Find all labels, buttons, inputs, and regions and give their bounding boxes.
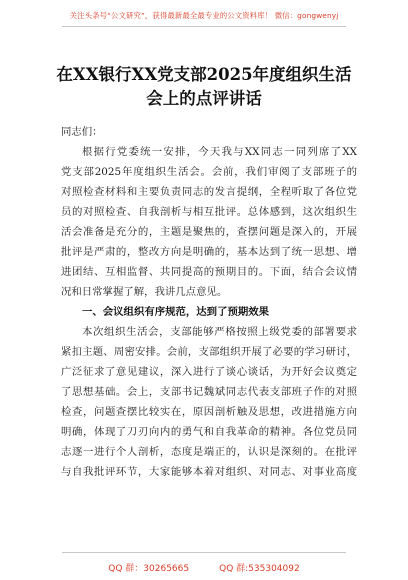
header-divider [62,26,346,27]
footer-qq-group-2: QQ 群:535304092 [219,564,300,574]
paragraph-2-line: 志逐一进行个人剖析，态度是端正的，认识是深刻的。在批评 [61,446,357,458]
paragraph-2-line: 本次组织生活会，支部能够严格按照上级党委的部署要求 [82,326,357,338]
paragraph-1-line: 党支部2025年度组织生活会。会前，我们审阅了支部班子的 [61,166,357,178]
paragraph-2-line: 紧扣主题、周密安排。会前，支部组织开展了必要的学习研讨， [61,346,357,358]
title-line-1: 在XX银行XX党支部2025年度组织生活 [56,65,352,84]
header-banner: 关注头条号“公文研究”，获得最新最全最专业的公文资料库！ 微信：gongwenyj [69,11,339,20]
paragraph-2-line: 与自我批评环节，大家能够本着对组织、对同志、对事业高度 [61,466,357,478]
paragraph-1-line: 活会准备是充分的，主题是聚焦的，查摆问题是深入的，开展 [61,226,357,238]
paragraph-2-line: 了思想基础。会上，支部书记魏斌同志代表支部班子作的对照 [61,386,357,398]
paragraph-2-line: 明确，体现了刀刃向内的勇气和自我革命的精神。各位党员同 [61,426,357,438]
paragraph-2-line: 检查，问题查摆比较实在，原因剖析触及思想，改进措施方向 [61,406,357,418]
paragraph-1-line: 对照检查材料和主要负责同志的发言提纲，全程听取了各位党 [61,186,357,198]
paragraph-1-line: 批评是严肃的，整改方向是明确的，基本达到了统一思想、增 [61,246,357,258]
paragraph-2-line: 广泛征求了意见建议，深入进行了谈心谈话，为开好会议奠定 [61,366,357,378]
section-heading: 一、会议组织有序规范，达到了预期效果 [82,306,270,318]
title-line-2: 会上的点评讲话 [146,89,262,108]
paragraph-1-line: 根据行党委统一安排，今天我与XX同志一同列席了XX [82,146,357,158]
footer-qq-group-1: QQ 群：30265665 [108,564,190,574]
paragraph-1-line: 进团结、互相监督、共同提高的预期目的。下面，结合会议情 [61,266,357,278]
paragraph-1-line: 员的对照检查、自我剖析与相互批评。总体感到，这次组织生 [61,206,357,218]
greeting: 同志们： [61,126,103,138]
document-title [40,63,368,111]
paragraph-1-line: 况和日常掌握了解，我讲几点意见。 [61,286,228,298]
footer-divider [62,552,346,553]
footer [0,561,408,574]
document-body [61,122,357,482]
